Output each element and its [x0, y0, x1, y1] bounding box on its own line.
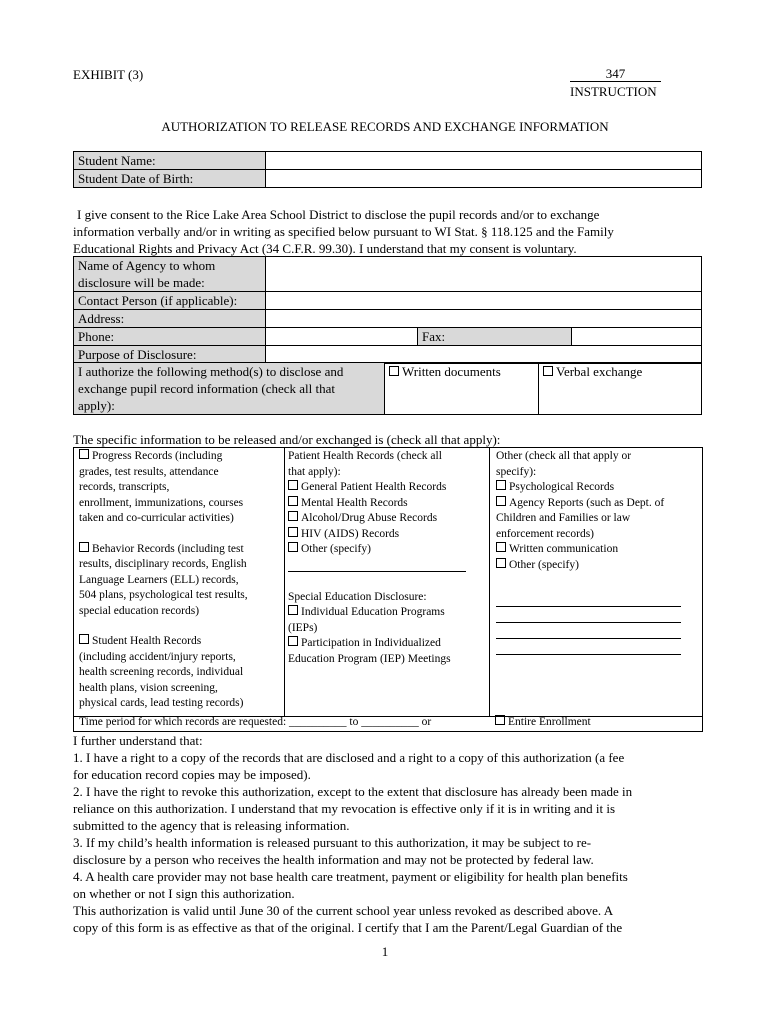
other-heading: specify):	[496, 465, 537, 478]
page-number: 1	[381, 944, 389, 959]
purpose-label: Purpose of Disclosure:	[74, 346, 266, 364]
time-period-row	[73, 715, 703, 732]
contact-person-label: Contact Person (if applicable):	[74, 292, 266, 310]
address-field[interactable]	[266, 310, 702, 328]
method-table	[73, 362, 702, 415]
understand-line: This authorization is valid until June 30 of the current school year unless revoked as described above. A	[73, 903, 614, 918]
iep-label-cont: (IEPs)	[288, 621, 318, 634]
hiv-aids-label: HIV (AIDS) Records	[301, 527, 400, 540]
general-patient-health-checkbox[interactable]	[288, 480, 298, 490]
verbal-exchange-option[interactable]	[539, 363, 702, 415]
consent-paragraph	[73, 206, 713, 257]
method-label-line: exchange pupil record information (check all that	[78, 381, 336, 396]
student-dob-field[interactable]	[266, 170, 702, 188]
understand-section	[73, 732, 713, 936]
special-education-heading: Special Education Disclosure:	[288, 590, 427, 603]
method-label	[74, 363, 385, 415]
alcohol-drug-checkbox[interactable]	[288, 511, 298, 521]
behavior-records-checkbox[interactable]	[79, 542, 89, 552]
consent-line: Educational Rights and Privacy Act (34 C.F.R. 99.30). I understand that my consent is voluntary.	[73, 241, 577, 256]
time-period-label: Time period for which records are requested: __________ to __________ or	[79, 716, 432, 728]
agency-name-field[interactable]	[266, 257, 702, 292]
iep-meetings-label-cont: Education Program (IEP) Meetings	[288, 652, 451, 665]
understand-line: 2. I have the right to revoke this authorization, except to the extent that disclosure has already been made in	[73, 784, 633, 799]
patient-other-checkbox[interactable]	[288, 542, 298, 552]
mental-health-checkbox[interactable]	[288, 496, 298, 506]
agency-reports-detail: enforcement records)	[496, 527, 595, 540]
student-health-records-checkbox[interactable]	[79, 634, 89, 644]
patient-health-heading: Patient Health Records (check all	[288, 450, 442, 462]
other-heading: Other (check all that apply or	[496, 450, 632, 462]
consent-line: I give consent to the Rice Lake Area School District to disclose the pupil records and/or to exchange	[77, 207, 600, 222]
progress-records-detail: records, transcripts,	[79, 481, 170, 493]
written-documents-label: Written documents	[402, 364, 501, 379]
written-documents-checkbox[interactable]	[389, 366, 399, 376]
psychological-records-checkbox[interactable]	[496, 480, 506, 490]
phone-field[interactable]	[266, 328, 418, 346]
records-column-3	[496, 449, 701, 655]
other-specify-line[interactable]	[496, 654, 681, 655]
contact-person-field[interactable]	[266, 292, 702, 310]
understand-line: 1. I have a right to a copy of the records that are disclosed and a right to a copy of this authorization (a fee	[73, 750, 625, 765]
agency-reports-detail: Children and Families or law	[496, 512, 631, 524]
understand-line: on whether or not I sign this authorization.	[73, 886, 295, 901]
student-name-label: Student Name:	[74, 152, 266, 170]
records-intro: The specific information to be released and/or exchanged is (check all that apply):	[73, 432, 501, 447]
column-divider	[489, 448, 490, 716]
fax-label: Fax:	[418, 328, 572, 345]
general-patient-health-label: General Patient Health Records	[301, 481, 447, 493]
agency-reports-checkbox[interactable]	[496, 496, 506, 506]
student-dob-label: Student Date of Birth:	[74, 170, 266, 188]
understand-line: 3. If my child’s health information is released pursuant to this authorization, it may be subject to re-	[73, 835, 592, 850]
patient-other-label: Other (specify)	[301, 543, 371, 555]
records-column-1	[79, 449, 284, 712]
verbal-exchange-checkbox[interactable]	[543, 366, 553, 376]
section-label: INSTRUCTION	[570, 84, 657, 99]
understand-line: reliance on this authorization. I understand that my revocation is effective only if it is in writing and it is	[73, 801, 616, 816]
progress-records-checkbox[interactable]	[79, 449, 89, 459]
patient-health-heading: that apply):	[288, 465, 341, 478]
iep-meetings-label: Participation in Individualized	[301, 637, 441, 649]
hiv-aids-checkbox[interactable]	[288, 527, 298, 537]
mental-health-label: Mental Health Records	[301, 496, 408, 509]
progress-records-label: Progress Records (including	[92, 450, 223, 462]
understand-line: copy of this form is as effective as that of the original. I certify that I am the Parent/Legal Guardian of the	[73, 920, 623, 935]
other-specify-line[interactable]	[496, 622, 681, 623]
alcohol-drug-label: Alcohol/Drug Abuse Records	[301, 512, 438, 524]
fax-cell	[418, 328, 702, 346]
behavior-records-detail: 504 plans, psychological test results,	[79, 589, 248, 601]
other-specify-checkbox[interactable]	[496, 558, 506, 568]
entire-enrollment-checkbox[interactable]	[495, 715, 505, 725]
method-label-line: apply):	[78, 398, 115, 413]
verbal-exchange-label: Verbal exchange	[556, 364, 643, 379]
purpose-field[interactable]	[266, 346, 702, 364]
health-records-detail: health screening records, individual	[79, 666, 244, 678]
iep-label: Individual Education Programs	[301, 606, 445, 618]
other-specify-line[interactable]	[496, 606, 681, 607]
agency-name-label	[74, 257, 266, 292]
health-records-detail: physical cards, lead testing records)	[79, 697, 244, 709]
written-documents-option[interactable]	[385, 363, 539, 415]
understand-line: 4. A health care provider may not base health care treatment, payment or eligibility for health plan benefits	[73, 869, 628, 884]
understand-heading: I further understand that:	[73, 733, 203, 748]
fax-field[interactable]	[572, 328, 702, 345]
other-specify-label: Other (specify)	[509, 558, 579, 571]
behavior-records-detail: Language Learners (ELL) records,	[79, 573, 239, 586]
agency-name-label-line: disclosure will be made:	[78, 275, 205, 290]
exhibit-label: EXHIBIT (3)	[73, 67, 144, 82]
written-communication-checkbox[interactable]	[496, 542, 506, 552]
entire-enrollment-label: Entire Enrollment	[508, 716, 591, 728]
student-table	[73, 151, 702, 188]
records-table	[73, 447, 703, 717]
iep-checkbox[interactable]	[288, 605, 298, 615]
consent-line: information verbally and/or in writing as specified below pursuant to WI Stat. § 118.125 and the Family	[73, 224, 614, 239]
agency-table	[73, 256, 702, 364]
written-communication-label: Written communication	[509, 543, 619, 555]
health-records-detail: health plans, vision screening,	[79, 681, 218, 694]
understand-line: disclosure by a person who receives the health information and may not be protected by federal law.	[73, 852, 594, 867]
understand-line: submitted to the agency that is releasing information.	[73, 818, 350, 833]
student-name-field[interactable]	[266, 152, 702, 170]
progress-records-detail: grades, test results, attendance	[79, 465, 219, 478]
phone-label: Phone:	[74, 328, 266, 346]
behavior-records-detail: results, disciplinary records, English	[79, 558, 247, 570]
agency-name-label-line: Name of Agency to whom	[78, 258, 216, 273]
health-records-detail: (including accident/injury reports,	[79, 650, 236, 663]
understand-line: for education record copies may be imposed).	[73, 767, 311, 782]
address-label: Address:	[74, 310, 266, 328]
iep-meetings-checkbox[interactable]	[288, 636, 298, 646]
progress-records-detail: enrollment, immunizations, courses	[79, 496, 244, 509]
student-health-records-label: Student Health Records	[92, 635, 202, 647]
progress-records-detail: taken and co-curricular activities)	[79, 512, 234, 524]
records-column-2	[288, 449, 488, 667]
other-specify-line[interactable]	[496, 638, 681, 639]
policy-number: 347	[570, 66, 661, 82]
agency-reports-label: Agency Reports (such as Dept. of	[509, 496, 665, 509]
column-divider	[284, 448, 285, 716]
behavior-records-label: Behavior Records (including test	[92, 542, 244, 555]
method-label-line: I authorize the following method(s) to disclose and	[78, 364, 344, 379]
psychological-records-label: Psychological Records	[509, 481, 615, 493]
behavior-records-detail: special education records)	[79, 604, 200, 617]
form-title: AUTHORIZATION TO RELEASE RECORDS AND EXCHANGE INFORMATION	[161, 119, 609, 134]
